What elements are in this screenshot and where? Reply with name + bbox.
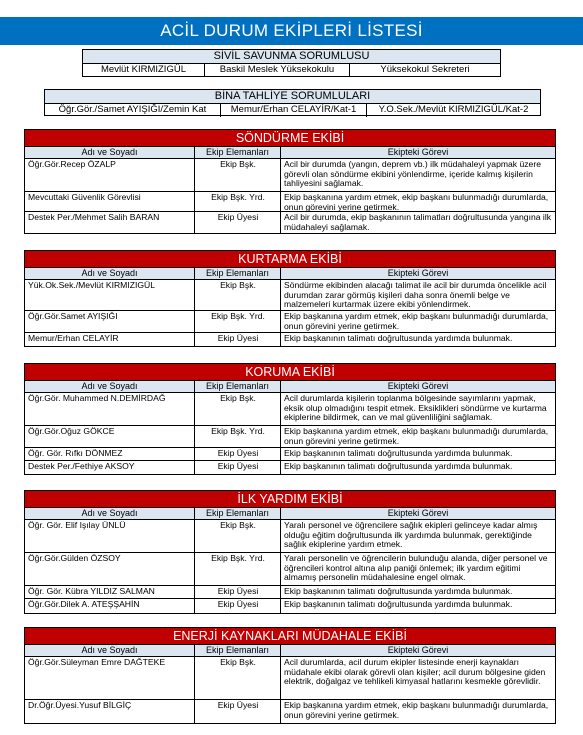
member-role: Ekip Üyesi [195, 586, 281, 598]
member-duty: Ekip başkanına yardım etmek, ekip başkanı bulunmadığı durumlarda, onun görevini yerine getirmek. [284, 426, 549, 446]
member-role: Ekip Üyesi [195, 333, 281, 346]
member-duty: Acil bir durumda, ekip başkanının talimatları doğrultusunda yangına ilk müdahaleyi sağlamak. [284, 212, 552, 232]
member-role: Ekip Üyesi [195, 448, 281, 460]
member-name: Memur/Erhan CELAYİR [25, 333, 195, 346]
member-duty: Ekip başkanının talimatı doğrultusunda yardımda bulunmak. [284, 461, 513, 471]
member-duty: Acil durumlarda kişilerin toplanma bölgesinde sayımlarını yapmak, eksik olup olmadığını tespit etmek. Eksiklikleri söndürme ve kurtarma ekiplerine bildirmek, can ve mal güvenliliğini sağlamak. [284, 393, 547, 423]
column-header-duty: Ekipteki Görevi [387, 268, 449, 278]
member-row [25, 212, 555, 233]
member-rows [25, 657, 555, 723]
member-duty: Söndürme ekibinden alacağı talimat ile acil bir durumda öncelikle acil durumdan zarar görmüş kişileri daha sonra önemli belge ve malzemeleri kurtarmak üzere ekibi yönlendirmek. [284, 280, 547, 310]
civil-defense-unit: Baskil Meslek Yüksekokulu [205, 64, 350, 77]
civil-defense-heading: SİVİL SAVUNMA SORUMLUSU [83, 50, 500, 64]
member-row [25, 461, 555, 474]
member-name: Öğr.Gör.Dilek A. ATEŞŞAHİN [25, 599, 195, 613]
member-row [25, 700, 555, 723]
member-rows [25, 280, 555, 346]
column-header-name: Adı ve Soyadı [25, 381, 195, 392]
column-header-role: Ekip Elemanları [195, 147, 281, 158]
member-name: Yük.Ok.Sek./Mevlüt KIRMIZIGÜL [25, 280, 195, 310]
member-name: Öğr. Gör. Elif Işılay ÜNLÜ [25, 520, 195, 552]
member-role: Ekip Üyesi [195, 700, 281, 723]
member-role: Ekip Bşk. [195, 159, 281, 191]
member-name: Öğr.Gör.Recep ÖZALP [25, 159, 195, 191]
member-role: Ekip Bşk. Yrd. [195, 426, 281, 447]
column-header-duty: Ekipteki Görevi [387, 147, 449, 157]
column-header-row [25, 381, 555, 393]
member-name: Öğr.Gör.Samet AYIŞIĞI [25, 311, 195, 332]
member-role: Ekip Bşk. [195, 280, 281, 310]
member-duty: Ekip başkanının talimatı doğrultusunda yardımda bulunmak. [284, 333, 513, 343]
column-header-duty: Ekipteki Görevi [387, 645, 449, 655]
team-title: KURTARMA EKİBİ [25, 251, 555, 268]
column-header-duty: Ekipteki Görevi [387, 508, 449, 518]
member-row [25, 192, 555, 212]
column-header-row [25, 268, 555, 280]
column-header-duty: Ekipteki Görevi [387, 381, 449, 391]
column-header-role: Ekip Elemanları [195, 381, 281, 392]
team-table [24, 129, 556, 234]
column-header-name: Adı ve Soyadı [25, 147, 195, 158]
member-row [25, 393, 555, 426]
column-header-name: Adı ve Soyadı [25, 268, 195, 279]
member-name: Destek Per./Mehmet Salih BARAN [25, 212, 195, 233]
member-duty: Ekip başkanının talimatı doğrultusunda yardımda bulunmak. [284, 599, 513, 609]
evacuation-heading: BİNA TAHLİYE SORUMLULARI [45, 90, 540, 104]
member-duty: Ekip başkanının talimatı doğrultusunda yardımda bulunmak. [284, 448, 513, 458]
column-header-row [25, 645, 555, 657]
team-table [24, 363, 556, 475]
member-rows [25, 520, 555, 613]
team-title: SÖNDÜRME EKİBİ [25, 130, 555, 147]
member-name: Mevcuttaki Güvenlik Görevlisi [25, 192, 195, 211]
civil-defense-name: Mevlüt KIRMIZIGÜL [83, 64, 205, 77]
civil-defense-box [82, 49, 501, 77]
member-name: Öğr.Gör.Oğuz GÖKCE [25, 426, 195, 447]
column-header-row [25, 147, 555, 159]
column-header-role: Ekip Elemanları [195, 268, 281, 279]
team-table [24, 627, 556, 724]
member-duty: Ekip başkanına yardım etmek, ekip başkanı bulunmadığı durumlarda, onun görevini yerine getirmek. [284, 700, 549, 720]
member-role: Ekip Bşk. [195, 520, 281, 552]
member-row [25, 586, 555, 599]
team-title: İLK YARDIM EKİBİ [25, 491, 555, 508]
team-table [24, 250, 556, 347]
member-row [25, 159, 555, 192]
member-row [25, 333, 555, 346]
member-row [25, 553, 555, 586]
page-title: ACİL DURUM EKİPLERİ LİSTESİ [0, 17, 583, 45]
member-role: Ekip Bşk. Yrd. [195, 311, 281, 332]
member-duty: Yaralı personelin ve öğrencilerin bulunduğu alanda, diğer personel ve öğrencileri kontrol altına alıp paniği önlemek; ilk yardım eğitimi almamış personelin müdahalesine engel olmak. [284, 553, 548, 583]
member-name: Öğr.Gör. Muhammed N.DEMİRDAĞ [25, 393, 195, 425]
member-name: Öğr.Gör.Gülden ÖZSOY [25, 553, 195, 585]
column-header-name: Adı ve Soyadı [25, 645, 195, 656]
civil-defense-title: Yüksekokul Sekreteri [380, 64, 470, 75]
member-name: Dr.Öğr.Üyesi.Yusuf BİLGİÇ [25, 700, 195, 723]
member-duty: Ekip başkanının talimatı doğrultusunda yardımda bulunmak. [284, 586, 513, 596]
member-duty: Yaralı personel ve öğrencilere sağlık ekipleri gelinceye kadar almış olduğu eğitim doğrultusunda ilk yardımda bulunmak, gerektiğinde sağlık ekiplerine yardım etmek. [284, 520, 538, 550]
evacuation-cell-floor1: Memur/Erhan CELAYİR/Kat-1 [221, 104, 367, 117]
member-row [25, 657, 555, 700]
member-duty: Ekip başkanına yardım etmek, ekip başkanı bulunmadığı durumlarda, onun görevini yerine getirmek. [284, 192, 549, 211]
member-row [25, 280, 555, 311]
member-role: Ekip Bşk. [195, 657, 281, 699]
member-row [25, 599, 555, 613]
column-header-row [25, 508, 555, 520]
member-duty: Acil bir durumda (yangın, deprem vb.) ilk müdahaleyi yapmak üzere görevli olan söndürme ekibini yönlendirme, içeride kalmış kişilerin tahliyesini sağlamak. [284, 159, 541, 189]
member-duty: Acil durumlarda, acil durum ekipler listesinde enerji kaynakları müdahale ekibi olarak görevli olan kişiler; acil durum bölgesine giden elektrik, doğalgaz ve tehlikeli kimyasal hatlarını kesmekle görevlidir. [284, 657, 546, 687]
team-table [24, 490, 556, 614]
team-title: KORUMA EKİBİ [25, 364, 555, 381]
member-row [25, 311, 555, 333]
member-role: Ekip Bşk. Yrd. [195, 553, 281, 585]
member-rows [25, 393, 555, 474]
member-role: Ekip Üyesi [195, 212, 281, 233]
column-header-role: Ekip Elemanları [195, 645, 281, 656]
member-name: Destek Per./Fethiye AKSOY [25, 461, 195, 474]
member-role: Ekip Üyesi [195, 461, 281, 474]
member-duty: Ekip başkanına yardım etmek, ekip başkanı bulunmadığı durumlarda, onun görevini yerine getirmek. [284, 311, 549, 331]
evacuation-cell-ground: Öğr.Gör./Samet AYIŞIĞI/Zemin Kat [45, 104, 221, 117]
member-row [25, 426, 555, 448]
member-role: Ekip Üyesi [195, 599, 281, 613]
column-header-name: Adı ve Soyadı [25, 508, 195, 519]
member-rows [25, 159, 555, 233]
column-header-role: Ekip Elemanları [195, 508, 281, 519]
team-title: ENERJİ KAYNAKLARI MÜDAHALE EKİBİ [25, 628, 555, 645]
member-row [25, 520, 555, 553]
evacuation-box [44, 89, 541, 116]
member-role: Ekip Bşk. Yrd. [195, 192, 281, 211]
member-name: Öğr.Gör.Süleyman Emre DAĞTEKE [25, 657, 195, 699]
member-row [25, 448, 555, 461]
member-role: Ekip Bşk. [195, 393, 281, 425]
member-name: Öğr. Gör. Kübra YILDIZ SALMAN [25, 586, 195, 598]
evacuation-cell-floor2: Y.O.Sek./Mevlüt KIRMIZIGÜL/Kat-2 [378, 104, 529, 115]
member-name: Öğr. Gör. Rıfkı DÖNMEZ [25, 448, 195, 460]
